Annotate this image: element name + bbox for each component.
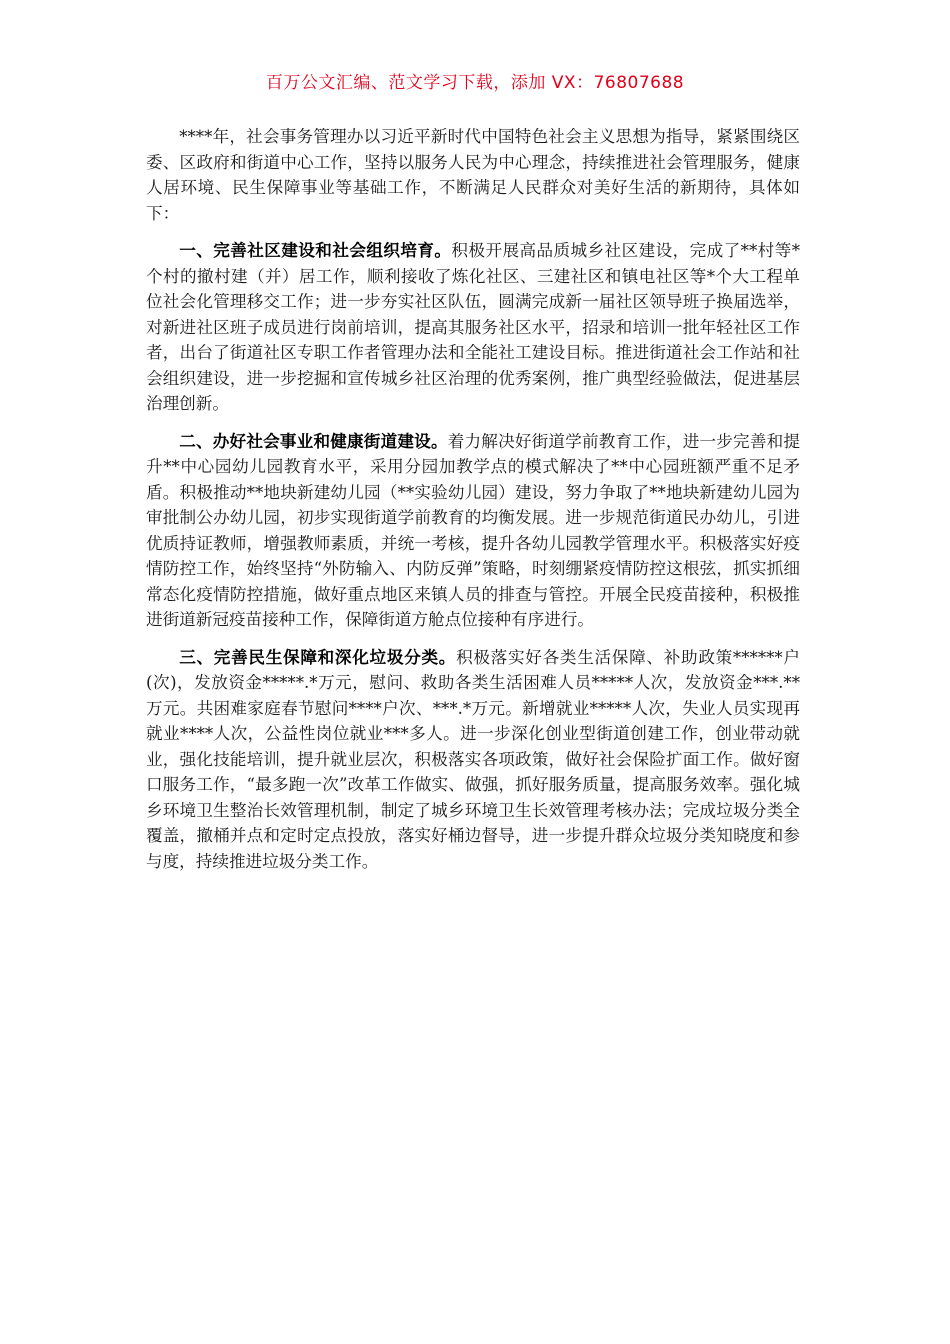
header-banner: 百万公文汇编、范文学习下载，添加 VX：76807688 [265,73,685,93]
intro-text: ****年，社会事务管理办以习近平新时代中国特色社会主义思想为指导，紧紧围绕区委、区政府和街道中心工作，坚持以服务人民为中心理念，持续推进社会管理服务，健康人居环境、民生保障事业等基础工作，不断满足人民群众对美好生活的新期待，具体如下： [146,127,800,223]
intro-paragraph [146,124,800,226]
section-body-2: 着力解决好街道学前教育工作，进一步完善和提升**中心园幼儿园教育水平，采用分园加教学点的模式解决了**中心园班额严重不足矛盾。积极推动**地块新建幼儿园（**实验幼儿园）建设，努力争取了**地块新建幼儿园为审批制公办幼儿园，初步实现街道学前教育的均衡发展。进一步规范街道民办幼儿，引进优质持证教师，增强教师素质，并统一考核，提升各幼儿园教学管理水平。积极落实好疫情防控工作，始终坚持“外防输入、内防反弹”策略，时刻绷紧疫情防控这根弦，抓实抓细常态化疫情防控措施，做好重点地区来镇人员的排查与管控。开展全民疫苗接种，积极推进街道新冠疫苗接种工作，保障街道方舱点位接种有序进行。 [146,431,801,629]
section-paragraph-1 [146,238,800,417]
section-heading-2: 二、办好社会事业和健康街道建设。 [179,430,448,451]
section-paragraph-3 [146,645,800,875]
section-heading-1: 一、完善社区建设和社会组织培育。 [179,240,452,260]
document-body [146,124,800,886]
section-body-1: 积极开展高品质城乡社区建设，完成了**村等*个村的撤村建（并）居工作，顺利接收了炼化社区、三建社区和镇电社区等*个大工程单位社会化管理移交工作；进一步夯实社区队伍，圆满完成新一届社区领导班子换届选举，对新进社区班子成员进行岗前培训，提高其服务社区水平，招录和培训一批年轻社区工作者，出台了街道社区专职工作者管理办法和全能社工建设目标。推进街道社会工作站和社会组织建设，进一步挖掘和宣传城乡社区治理的优秀案例，推广典型经验做法，促进基层治理创新。 [146,241,801,413]
section-heading-3: 三、完善民生保障和深化垃圾分类。 [179,646,457,667]
section-body-3: 积极落实好各类生活保障、补助政策******户(次)，发放资金*****.*万元，慰问、救助各类生活困难人员*****人次，发放资金***.**万元。共困难家庭春节慰问****户次、***.*万元。新增就业*****人次，失业人员实现再就业****人次，公益性岗位就业***多人。进一步深化创业型街道创建工作，创业带动就业，强化技能培训，提升就业层次，积极落实各项政策，做好社会保险扩面工作。做好窗口服务工作，“最多跑一次”改革工作做实、做强，抓好服务质量，提高服务效率。强化城乡环境卫生整治长效管理机制，制定了城乡环境卫生长效管理考核办法；完成垃圾分类全覆盖，撤桶并点和定时定点投放，落实好桶边督导，进一步提升群众垃圾分类知晓度和参与度，持续推进垃圾分类工作。 [146,647,801,871]
section-paragraph-2 [146,429,800,633]
